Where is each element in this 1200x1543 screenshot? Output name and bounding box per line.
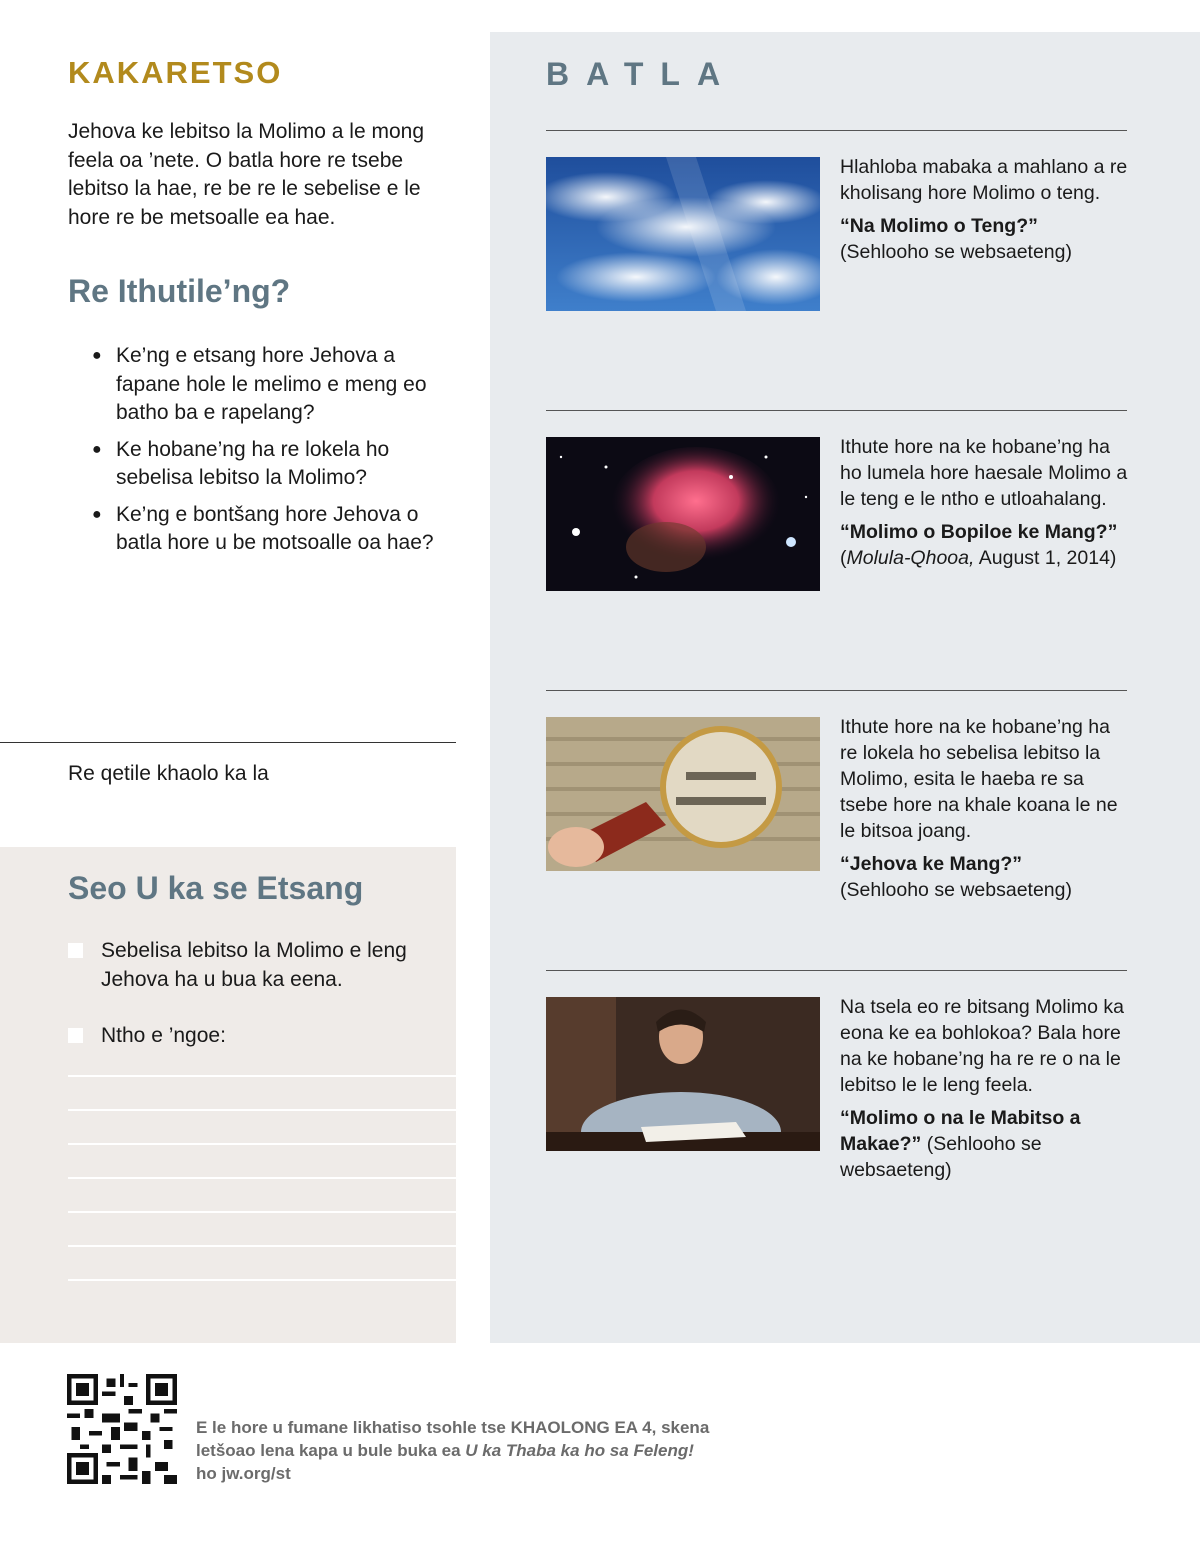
bullet-icon: ●: [92, 440, 102, 458]
reader-illustration: [546, 997, 820, 1151]
completion-date-label: Re qetile khaolo ka la: [68, 762, 269, 785]
action-item[interactable]: Ntho e ’ngoe:: [68, 1022, 438, 1051]
article-link[interactable]: “Molimo o Bopiloe ke Mang?”: [840, 521, 1118, 543]
explore-item-text: Ithute hore na ke hobane’ng ha ho lumela hore haesale Molimo a le teng e le ntho e utloahalang. “Molimo o Bopiloe ke Mang?” (Molula-Qhooa, August 1, 2014): [840, 436, 1128, 569]
magnifier-illustration: [546, 717, 820, 871]
explore-item-text: Ithute hore na ke hobane’ng ha re lokela ho sebelisa lebitso la Molimo, esita le haeba re sa tsebe hore na khale koana le ne le bitsoa joang. “Jehova ke Mang?” (Sehlooho se websaeteng): [840, 716, 1118, 901]
checkbox[interactable]: [68, 1028, 83, 1043]
writing-line[interactable]: [68, 1279, 456, 1281]
article-link[interactable]: “Molimo o na le Mabitso a Makae?”: [840, 1107, 1081, 1155]
review-question: ● Ke hobane’ng ha re lokela ho sebelisa lebitso la Molimo?: [92, 437, 390, 489]
explore-divider: [546, 410, 1127, 411]
article-link[interactable]: “Na Molimo o Teng?”: [840, 215, 1038, 237]
review-title: Re Ithutile’ng?: [68, 273, 291, 309]
writing-line[interactable]: [68, 1109, 456, 1111]
review-question: ● Ke’ng e etsang hore Jehova a fapane hole le melimo e meng eo batho ba e rapelang?: [92, 344, 427, 424]
article-link[interactable]: “Jehova ke Mang?”: [840, 853, 1023, 875]
explore-divider: [546, 970, 1127, 971]
nebula-illustration: [546, 437, 820, 591]
bullet-icon: ●: [92, 347, 102, 364]
section-divider: [0, 742, 456, 743]
reader-image[interactable]: [546, 997, 820, 1151]
writing-line[interactable]: [68, 1245, 456, 1247]
action-title: Seo U ka se Etsang: [68, 870, 364, 906]
site-link[interactable]: ho jw.org/st: [196, 1464, 291, 1483]
sky-image[interactable]: [546, 157, 820, 311]
explore-title: BATLA: [546, 56, 738, 92]
writing-line[interactable]: [68, 1143, 456, 1145]
magnifier-image[interactable]: [546, 717, 820, 871]
qr-code-icon[interactable]: [67, 1374, 177, 1484]
action-box: [0, 847, 456, 1343]
explore-divider: [546, 130, 1127, 131]
checkbox[interactable]: [68, 943, 83, 958]
summary-title: KAKARETSO: [68, 55, 283, 90]
writing-line[interactable]: [68, 1177, 456, 1179]
nebula-image[interactable]: [546, 437, 820, 591]
writing-line[interactable]: [68, 1211, 456, 1213]
explore-item-text: Hlahloba mabaka a mahlano a re kholisang hore Molimo o teng. “Na Molimo o Teng?” (Sehlooho se websaeteng): [840, 156, 1128, 263]
bullet-icon: ●: [92, 505, 102, 523]
explore-item-text: Na tsela eo re bitsang Molimo ka eona ke ea bohlokoa? Bala hore na ke hobane’ng ha re re o na le lebitso le le leng feela. “Molimo o na le Mabitso a Makae?” (Sehlooho se websaeteng): [840, 996, 1124, 1181]
writing-line[interactable]: [68, 1075, 456, 1077]
footer-note: E le hore u fumane likhatiso tsohle tse KHAOLONG EA 4, skena letšoao lena kapa u bule buka ea U ka Thaba ka ho sa Feleng! ho jw.org/st: [196, 1418, 710, 1483]
sky-illustration: [546, 157, 820, 311]
review-question: ● Ke’ng e bontšang hore Jehova o batla hore u be motsoalle oa hae?: [92, 502, 434, 554]
action-item[interactable]: Sebelisa lebitso la Molimo e leng Jehova ha u bua ka eena.: [68, 937, 438, 994]
review-questions: [90, 342, 460, 566]
summary-text: Jehova ke lebitso la Molimo a le mong feela oa ’nete. O batla hore re tsebe lebitso la hae, re be re le sebelise e le hore re be metsoalle ea hae.: [68, 120, 425, 229]
explore-divider: [546, 690, 1127, 691]
